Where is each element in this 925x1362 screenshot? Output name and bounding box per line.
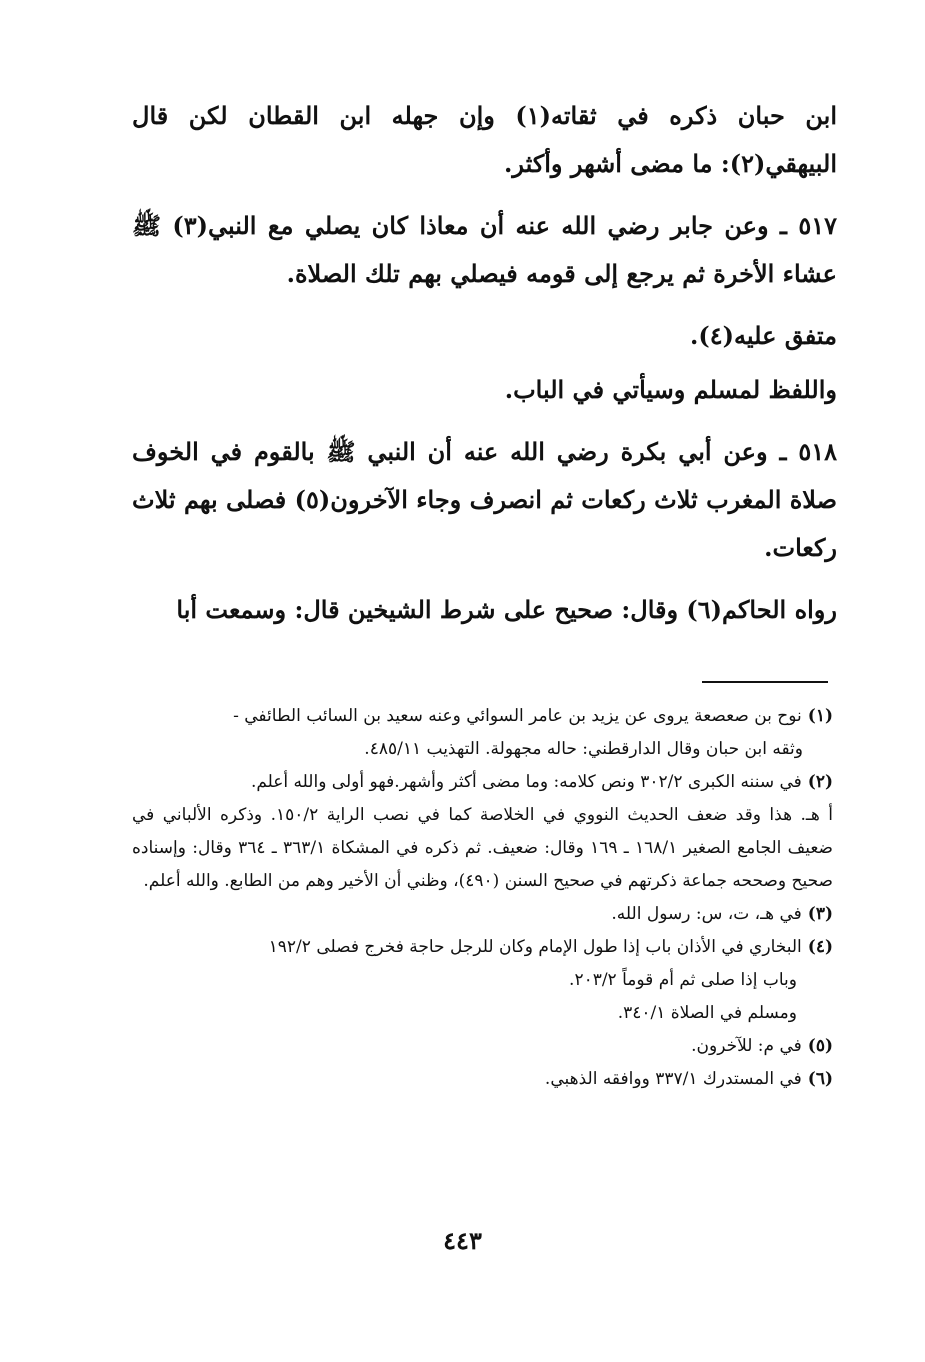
footnote-3	[132, 898, 833, 931]
footnote-number: (٤)	[807, 937, 833, 957]
footnote-number: (٥)	[807, 1036, 833, 1056]
footnote-number: (٦)	[807, 1069, 833, 1089]
footnote-number: (٣)	[807, 904, 833, 924]
footnote-2-continuation: أ هـ. هذا وقد ضعف الحديث النووي في الخلاصة كما في نصب الراية ١٥٠/٢. وذكره الألباني في ضعيف الجامع الصغير ١٦٨/١ ـ ١٦٩ وقال: ضعيف. ثم ذكره في المشكاة ٣٦٣/١ ـ ٣٦٤ وقال: وإسناده صحيح وصححه جماعة ذكرتهم في صحيح السنن (٤٩٠)، وظني أن الأخير وهم من الطابع. والله أعلم.	[132, 805, 833, 891]
footnote-4	[132, 931, 833, 964]
hadith-517: ٥١٧ ـ وعن جابر رضي الله عنه أن معاذا كان يصلي مع النبي(٣) ﷺ عشاء الأخرة ثم يرجع إلى قومه فيصلي بهم تلك الصلاة.	[132, 211, 837, 288]
footnote-1-continuation: وثقه ابن حبان وقال الدارقطني: حاله مجهولة. التهذيب ٤٨٥/١١.	[364, 739, 803, 759]
footnote-5	[132, 1030, 833, 1063]
main-text	[132, 92, 837, 648]
footnote-separator	[702, 681, 828, 683]
footnote-text: نوح بن صعصعة يروى عن يزيد بن عامر السوائي وعنه سعيد بن السائب الطائفي -	[233, 706, 802, 726]
page-number: ٤٤٣	[443, 1226, 482, 1255]
paragraph-continuation: ابن حبان ذكره في ثقاته(١) وإن جهله ابن القطان لكن قال البيهقي(٢): ما مضى أشهر وأكثر.	[132, 101, 837, 178]
footnote-4-continuation: وباب إذا صلى ثم أم قوماً ٢٠٣/٢.	[569, 970, 797, 990]
footnote-6	[132, 1063, 833, 1096]
hadith-517-note: واللفظ لمسلم وسيأتي في الباب.	[504, 375, 837, 404]
footnote-text: في المستدرك ٣٣٧/١ ووافقه الذهبي.	[544, 1069, 802, 1089]
hadith-518-source: رواه الحاكم(٦) وقال: صحيح على شرط الشيخين قال: وسمعت أبا	[176, 595, 837, 624]
footnote-number: (٢)	[807, 772, 833, 792]
footnote-2	[132, 766, 833, 799]
footnote-4-continuation: ومسلم في الصلاة ٣٤٠/١.	[617, 1003, 797, 1023]
footnote-1	[132, 700, 833, 733]
footnote-text: في سننه الكبرى ٣٠٢/٢ ونص كلامه: وما مضى أكثر وأشهر.فهو أولى والله أعلم.	[250, 772, 802, 792]
footnote-number: (١)	[807, 706, 833, 726]
footnotes	[132, 700, 833, 1096]
footnote-text: البخاري في الأذان باب إذا طول الإمام وكان للرجل حاجة فخرج فصلى ١٩٢/٢	[268, 937, 802, 957]
hadith-518: ٥١٨ ـ وعن أبي بكرة رضي الله عنه أن النبي ﷺ بالقوم في الخوف صلاة المغرب ثلاث ركعات ثم انصرف وجاء الآخرون(٥) فصلى بهم ثلاث ركعات.	[132, 437, 838, 562]
footnote-text: في هـ، ت، س: رسول الله.	[611, 904, 802, 924]
hadith-517-source: متفق عليه(٤).	[690, 321, 837, 350]
footnote-text: في م: للآخرون.	[691, 1036, 802, 1056]
